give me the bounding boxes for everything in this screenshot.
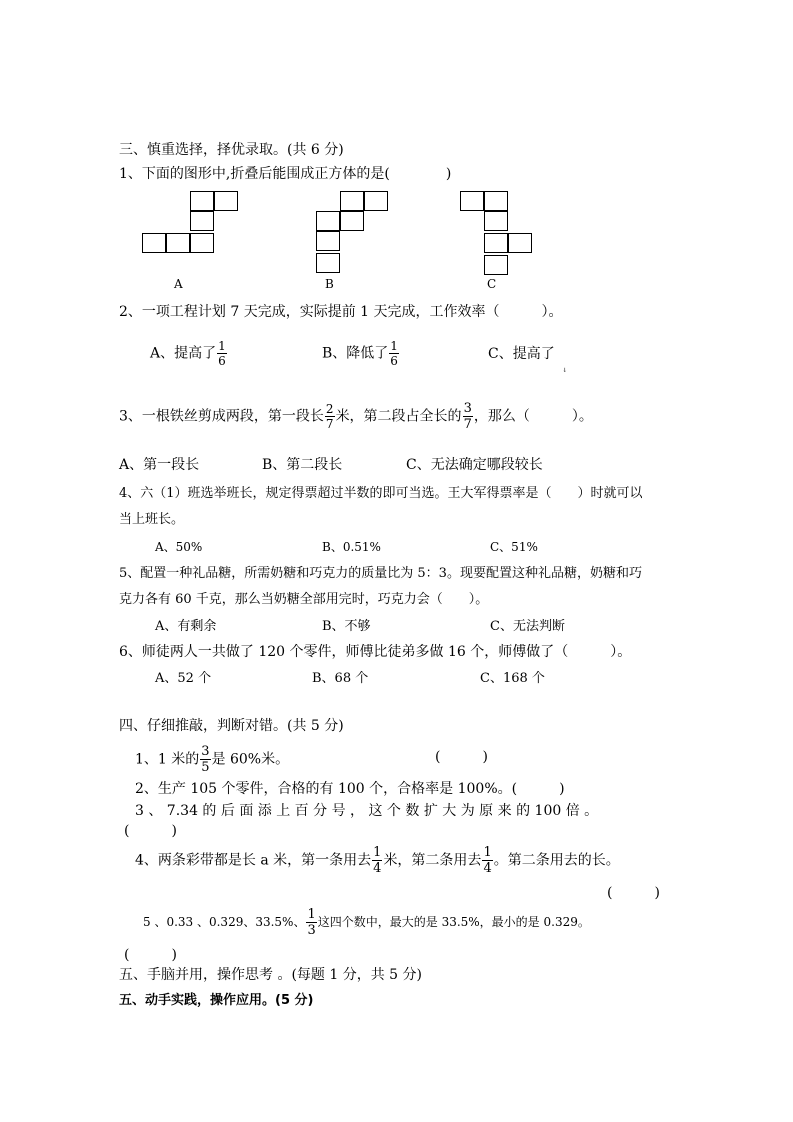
question-5-line-1: 5、配置一种礼品糖，所需奶糖和巧克力的质量比为 5：3。现要配置这种礼品糖，奶糖和巧 xyxy=(119,566,642,581)
q3-option-c: C、无法确定哪段较长 xyxy=(406,457,543,473)
q6-option-a: A、52 个 xyxy=(155,671,212,686)
section-5-subtitle: 五、动手实践，操作应用。(5 分) xyxy=(119,993,314,1008)
section-5-title: 五、手脑并用，操作思考 。(每题 1 分，共 5 分) xyxy=(119,967,422,983)
judge-1: 1、1 米的 $\frac{3}{5}$ 是 60%米。 xyxy=(135,744,290,775)
q4-option-b: B、0.51% xyxy=(322,540,381,554)
judge-5: 5 、0.33 、0.329、33.5%、 $\frac{1}{3}$ 这四个数中，最大的是 33.5%，最小的是 0.329。 xyxy=(143,907,590,938)
question-1: 1、下面的图形中,折叠后能围成正方体的是( ) xyxy=(119,166,452,182)
stray-mark: ꜜ xyxy=(563,367,567,378)
q3-option-a: A、第一段长 xyxy=(119,457,200,473)
q5-option-a: A、有剩余 xyxy=(155,619,217,634)
net-c-label: C xyxy=(487,277,497,291)
section-4-title: 四、仔细推敲，判断对错。(共 5 分) xyxy=(119,718,344,734)
judge-3: 3 、 7.34 的 后 面 添 上 百 分 号 ， 这 个 数 扩 大 为 原 来 的 100 倍 。 xyxy=(135,803,599,819)
q6-option-b: B、68 个 xyxy=(312,671,369,686)
question-4-line-2: 当上班长。 xyxy=(119,512,185,527)
q5-option-b: B、不够 xyxy=(322,619,371,634)
question-2: 2、一项工程计划 7 天完成，实际提前 1 天完成，工作效率（ ）。 xyxy=(119,304,563,320)
judge-4: 4、两条彩带都是长 a 米，第一条用去 $\frac{1}{4}$ 米，第二条用去 $\frac{1}{4}$ 。第二条用去的长。 xyxy=(135,845,620,876)
question-5-line-2: 克力各有 60 千克，那么当奶糖全部用完时，巧克力会（ ）。 xyxy=(119,592,489,607)
q4-option-c: C、51% xyxy=(490,540,538,554)
question-4-line-1: 4、六（1）班选举班长，规定得票超过半数的即可当选。王大军得票率是（ ）时就可以 xyxy=(119,486,643,501)
net-a-label: A xyxy=(174,277,183,291)
net-b-label: B xyxy=(325,277,334,291)
judge-3-answer-blank[interactable]: ( ) xyxy=(124,823,177,839)
judge-1-answer-blank[interactable]: ( ) xyxy=(435,749,488,765)
q2-option-a: A、提高了 $\frac{1}{6}$ xyxy=(150,339,226,368)
question-6: 6、师徒两人一共做了 120 个零件，师傅比徒弟多做 16 个，师傅做了（ ）。 xyxy=(119,644,632,660)
section-3-title: 三、慎重选择，择优录取。(共 6 分) xyxy=(119,142,344,158)
q2-option-c: C、提高了 xyxy=(488,346,555,362)
q4-option-a: A、50% xyxy=(155,540,203,554)
q6-option-c: C、168 个 xyxy=(480,671,545,686)
q5-option-c: C、无法判断 xyxy=(490,619,565,634)
judge-4-answer-blank[interactable]: ( ) xyxy=(607,885,660,901)
q3-option-b: B、第二段长 xyxy=(262,457,343,473)
q2-option-b: B、降低了 $\frac{1}{6}$ xyxy=(322,339,398,368)
judge-2: 2、生产 105 个零件，合格的有 100 个，合格率是 100%。( ) xyxy=(135,781,565,797)
question-3: 3、一根铁丝剪成两段，第一段长 $\frac{2}{7}$ 米，第二段占全长的 $\frac{3}{7}$ ，那么（ ）。 xyxy=(119,401,593,432)
judge-5-answer-blank[interactable]: ( ) xyxy=(124,947,177,963)
